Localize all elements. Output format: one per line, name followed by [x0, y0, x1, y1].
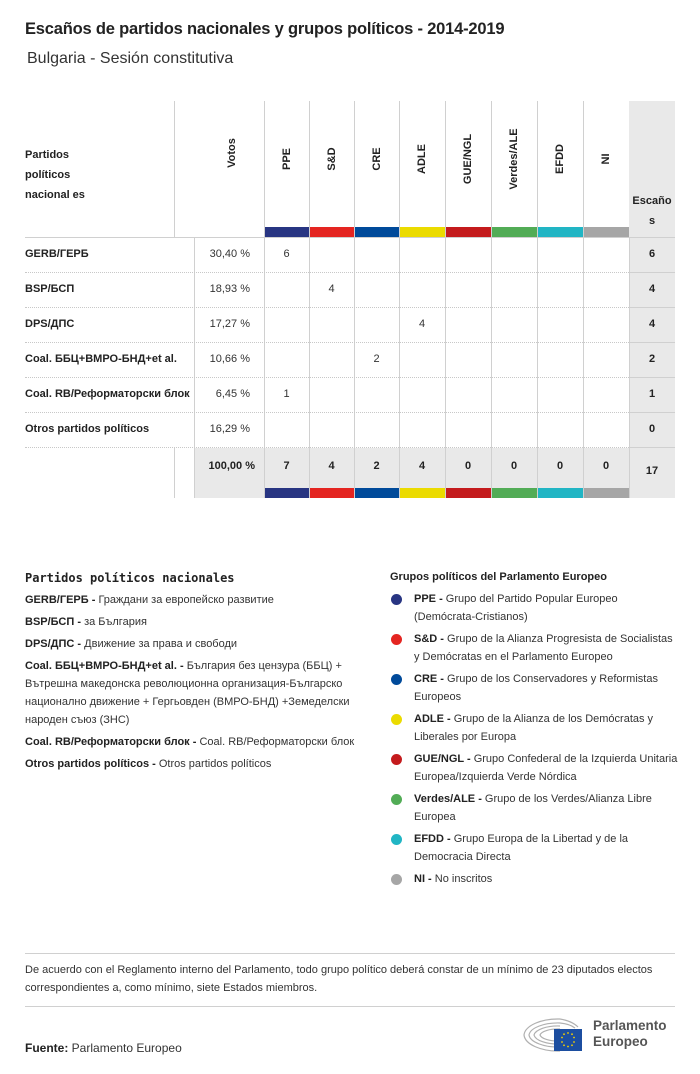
- row-header-label: Partidos políticos nacional es: [25, 149, 85, 201]
- rules-note: De acuerdo con el Reglamento interno del Parlamento, todo grupo político deberá constar de un mínimo de 23 diputados electos correspondientes a, como mínimo, siete Estados miembros.: [25, 964, 653, 994]
- legend-item-ni: NI - No inscritos: [390, 870, 680, 888]
- legend-item: DPS/ДПС - Движение за права и свободи: [25, 638, 238, 650]
- seat-total: 2: [648, 353, 656, 365]
- divider: [25, 953, 675, 954]
- party-name: Coal. ББЦ+ВМРО-БНД+et al.: [25, 353, 177, 365]
- seat-ppe: 6: [283, 248, 290, 260]
- color-bar-ni: [584, 227, 629, 237]
- party-name: Otros partidos políticos: [25, 423, 150, 435]
- color-bar-gue-ngl: [446, 227, 491, 237]
- seat-total: 6: [648, 248, 656, 260]
- legend-item-ppe: PPE - Grupo del Partido Popular Europeo (Demócrata-Cristianos): [390, 590, 680, 626]
- party-name: BSP/БСП: [25, 283, 75, 295]
- legend-item-adle: ADLE - Grupo de la Alianza de los Demócratas y Liberales por Europa: [390, 710, 680, 746]
- color-bar-adle: [400, 227, 445, 237]
- legend-item-verdes-ale: Verdes/ALE - Grupo de los Verdes/Alianza Libre Europea: [390, 790, 680, 826]
- page-subtitle: Bulgaria - Sesión constitutiva: [27, 50, 234, 67]
- color-bar-efdd: [538, 227, 583, 237]
- total-efdd: 0: [556, 460, 564, 472]
- color-dot-icon: [391, 594, 402, 605]
- votes-total: 100,00 %: [208, 460, 255, 472]
- legend-item: GERB/ГЕРБ - Граждани за европейско развитие: [25, 594, 274, 606]
- legend-item: Otros partidos políticos - Otros partidos políticos: [25, 758, 272, 770]
- votes-column-header: Votos: [226, 138, 238, 168]
- column-header-gue-ngl: GUE/NGL: [462, 133, 474, 185]
- total-ni: 0: [602, 460, 610, 472]
- color-dot-icon: [391, 634, 402, 645]
- color-dot-icon: [391, 674, 402, 685]
- color-dot-icon: [391, 754, 402, 765]
- seat-adle: 4: [418, 318, 426, 330]
- column-header-adle: ADLE: [416, 144, 428, 174]
- seat-sd: 4: [328, 283, 335, 295]
- votes-value: 18,93 %: [209, 283, 250, 295]
- color-bar-verdes-ale-bottom: [492, 488, 537, 498]
- color-bar-sd: [310, 227, 354, 237]
- total-gue-ngl: 0: [464, 460, 472, 472]
- seats-table: [25, 101, 675, 498]
- color-bar-ppe: [265, 227, 309, 237]
- color-bar-gue-ngl-bottom: [446, 488, 491, 498]
- color-bar-verdes-ale: [492, 227, 537, 237]
- legend-item-gue-ngl: GUE/NGL - Grupo Confederal de la Izquierda Unitaria Europea/Izquierda Verde Nórdica: [390, 750, 680, 786]
- column-header-ppe: PPE: [281, 148, 293, 171]
- seat-cre: 2: [373, 353, 380, 365]
- seats-column-header: Escaño s: [632, 195, 672, 227]
- divider: [25, 1006, 675, 1007]
- color-bar-ni-bottom: [584, 488, 629, 498]
- column-header-cre: CRE: [371, 147, 383, 171]
- votes-value: 30,40 %: [209, 248, 250, 260]
- total-verdes-ale: 0: [510, 460, 518, 472]
- legend-item-sd: S&D - Grupo de la Alianza Progresista de Socialistas y Demócratas en el Parlamento Europeo: [390, 630, 680, 666]
- color-bar-efdd-bottom: [538, 488, 583, 498]
- color-bar-cre: [355, 227, 399, 237]
- seat-total: 0: [648, 423, 656, 435]
- national-legend-title: Partidos políticos nacionales: [25, 571, 235, 585]
- total-ppe: 7: [283, 460, 290, 472]
- grand-total: 17: [645, 465, 659, 477]
- legend-item: Coal. RB/Реформаторски блок - Coal. RB/Реформаторски блок: [25, 736, 355, 748]
- party-name: GERB/ГЕРБ: [25, 248, 89, 260]
- color-bar-cre-bottom: [355, 488, 399, 498]
- seat-total: 4: [648, 318, 656, 330]
- votes-value: 16,29 %: [209, 423, 250, 435]
- seat-total: 1: [648, 388, 656, 400]
- column-header-efdd: EFDD: [554, 144, 566, 174]
- party-name: Coal. RB/Реформаторски блок: [25, 388, 190, 400]
- logo-text: Parlamento Europeo: [593, 1018, 667, 1049]
- source-credit: Fuente: Parlamento Europeo: [25, 1041, 182, 1055]
- legend-item-efdd: EFDD - Grupo Europa de la Libertad y de la Democracia Directa: [390, 830, 680, 866]
- column-header-verdes-ale: Verdes/ALE: [508, 128, 520, 190]
- seat-ppe: 1: [283, 388, 290, 400]
- votes-value: 17,27 %: [209, 318, 250, 330]
- color-bar-ppe-bottom: [265, 488, 309, 498]
- groups-legend-title: Grupos políticos del Parlamento Europeo: [390, 571, 607, 583]
- national-parties-legend: [25, 571, 370, 777]
- votes-value: 6,45 %: [215, 388, 250, 400]
- total-sd: 4: [328, 460, 335, 472]
- legend-item-cre: CRE - Grupo de los Conservadores y Reformistas Europeos: [390, 670, 680, 706]
- legend-item: BSP/БСП - за България: [25, 616, 147, 628]
- color-bar-sd-bottom: [310, 488, 354, 498]
- seat-total: 4: [648, 283, 656, 295]
- page-title: Escaños de partidos nacionales y grupos políticos - 2014-2019: [25, 20, 505, 38]
- political-groups-legend: [390, 571, 680, 892]
- color-dot-icon: [391, 874, 402, 885]
- european-parliament-logo: [520, 1015, 680, 1055]
- color-dot-icon: [391, 714, 402, 725]
- votes-value: 10,66 %: [209, 353, 250, 365]
- total-adle: 4: [418, 460, 426, 472]
- color-dot-icon: [391, 834, 402, 845]
- column-header-sd: S&D: [326, 147, 338, 171]
- total-cre: 2: [373, 460, 380, 472]
- color-dot-icon: [391, 794, 402, 805]
- column-header-ni: NI: [600, 153, 612, 165]
- party-name: DPS/ДПС: [25, 318, 75, 330]
- color-bar-adle-bottom: [400, 488, 445, 498]
- legend-item: Coal. ББЦ+ВМРО-БНД+et al. - България без цензура (ББЦ) + Вътрешна македонска революционна организация-Българско национално движение + Гергьовден (ВМРО-БНД) +Земеделски народен съюз (ЗНС): [25, 660, 350, 726]
- hemicycle-icon: [520, 1015, 590, 1055]
